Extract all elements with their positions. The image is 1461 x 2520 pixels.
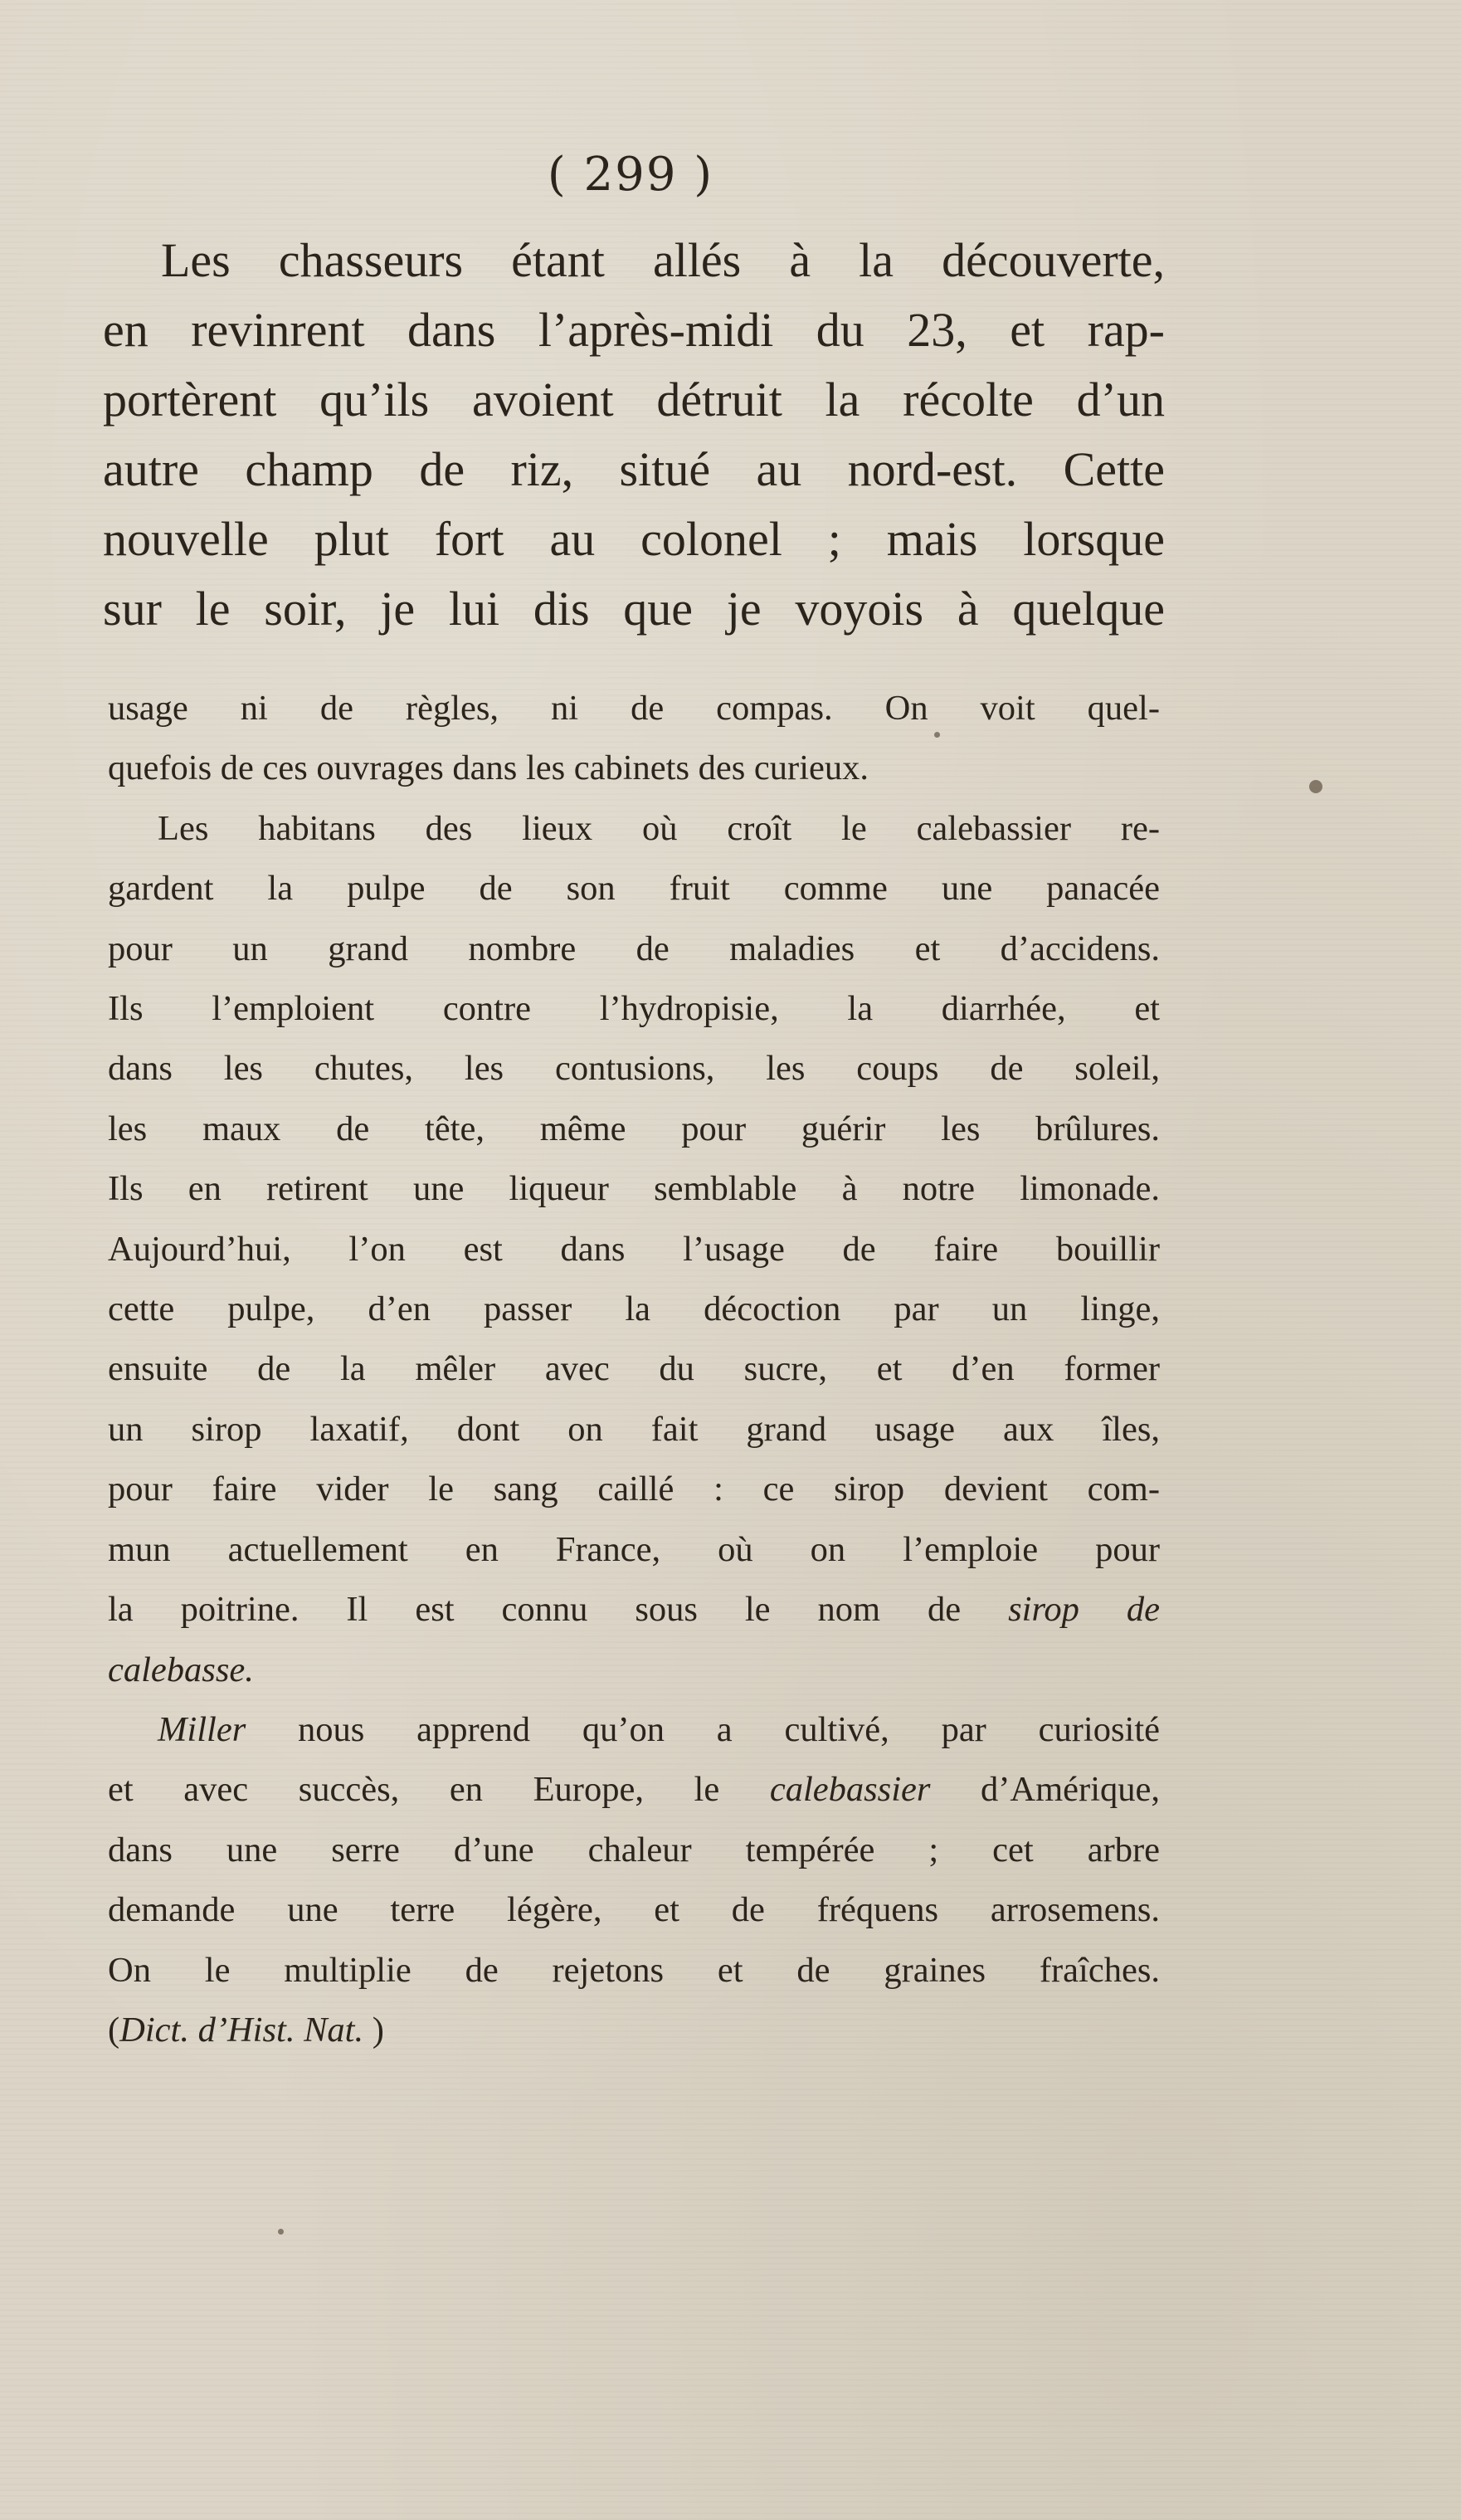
main-paragraph <box>103 226 1165 644</box>
footnote-line: usage ni de règles, ni de compas. On voit quel- <box>108 689 1160 728</box>
italic-term: sirop de <box>1008 1590 1160 1630</box>
footnote-text: nous apprend qu’on a cultivé, par curiosité <box>298 1709 1160 1749</box>
page-number: ( 299 ) <box>547 148 714 202</box>
footnote-line: gardent la pulpe de son fruit comme une panacée <box>108 869 1160 909</box>
footnote-line: pour faire vider le sang caillé : ce sirop devient com- <box>108 1470 1160 1509</box>
main-line: autre champ de riz, situé au nord-est. Cette <box>103 442 1165 496</box>
footnote-text: et avec succès, en Europe, le <box>108 1770 720 1810</box>
footnote-line <box>108 1640 1160 1700</box>
footnote-line: quefois de ces ouvrages dans les cabinets des curieux. <box>108 748 869 788</box>
main-line: en revinrent dans l’après-midi du 23, et rap- <box>103 303 1165 357</box>
citation <box>108 2001 1160 2060</box>
ink-spot-decoration <box>1309 780 1322 793</box>
main-line: sur le soir, je lui dis que je voyois à quelque <box>103 582 1165 636</box>
footnote-line: Les habitans des lieux où croît le calebassier re- <box>158 808 1160 848</box>
footnote-line: mun actuellement en France, où on l’emploie pour <box>108 1529 1160 1569</box>
author-name: Miller <box>158 1709 246 1749</box>
footnote-line: dans les chutes, les contusions, les coups de soleil, <box>108 1049 1160 1089</box>
footnote-line <box>108 1700 1160 1760</box>
footnote-line: Ils l’emploient contre l’hydropisie, la diarrhée, et <box>108 989 1160 1029</box>
footnote-line: ensuite de la mêler avec du sucre, et d’en former <box>108 1349 1160 1389</box>
footnote-text: d’Amérique, <box>981 1770 1160 1810</box>
ink-spot-decoration <box>934 732 940 738</box>
italic-term: calebassier <box>769 1770 931 1810</box>
ink-spot-decoration <box>278 2229 284 2235</box>
footnote-line: On le multiplie de rejetons et de graines fraîches. <box>108 1950 1160 1990</box>
footnote-line: Aujourd’hui, l’on est dans l’usage de faire bouillir <box>108 1229 1160 1269</box>
citation-source: Dict. d’Hist. Nat. <box>119 2010 364 2050</box>
main-line: portèrent qu’ils avoient détruit la récolte d’un <box>103 373 1165 426</box>
main-line: nouvelle plut fort au colonel ; mais lorsque <box>103 512 1165 566</box>
footnote-line: un sirop laxatif, dont on fait grand usage aux îles, <box>108 1409 1160 1449</box>
footnote-line: dans une serre d’une chaleur tempérée ; cet arbre <box>108 1830 1160 1869</box>
footnote-line <box>108 1760 1160 1820</box>
footnote-line: pour un grand nombre de maladies et d’accidens. <box>108 929 1160 968</box>
footnote-line: Ils en retirent une liqueur semblable à notre limonade. <box>108 1169 1160 1209</box>
footnote-line: demande une terre légère, et de fréquens arrosemens. <box>108 1890 1160 1930</box>
footnote-line: cette pulpe, d’en passer la décoction par un linge, <box>108 1289 1160 1329</box>
footnote-block <box>108 679 1160 2060</box>
footnote-line: les maux de tête, même pour guérir les brûlures. <box>108 1109 1160 1148</box>
footnote-line <box>108 1580 1160 1640</box>
footnote-text: la poitrine. Il est connu sous le nom de <box>108 1590 962 1630</box>
citation-paren: ( <box>108 2010 120 2050</box>
italic-term: calebasse. <box>108 1650 254 1689</box>
citation-paren: ) <box>372 2010 384 2050</box>
main-line: Les chasseurs étant allés à la découverte, <box>161 233 1165 287</box>
